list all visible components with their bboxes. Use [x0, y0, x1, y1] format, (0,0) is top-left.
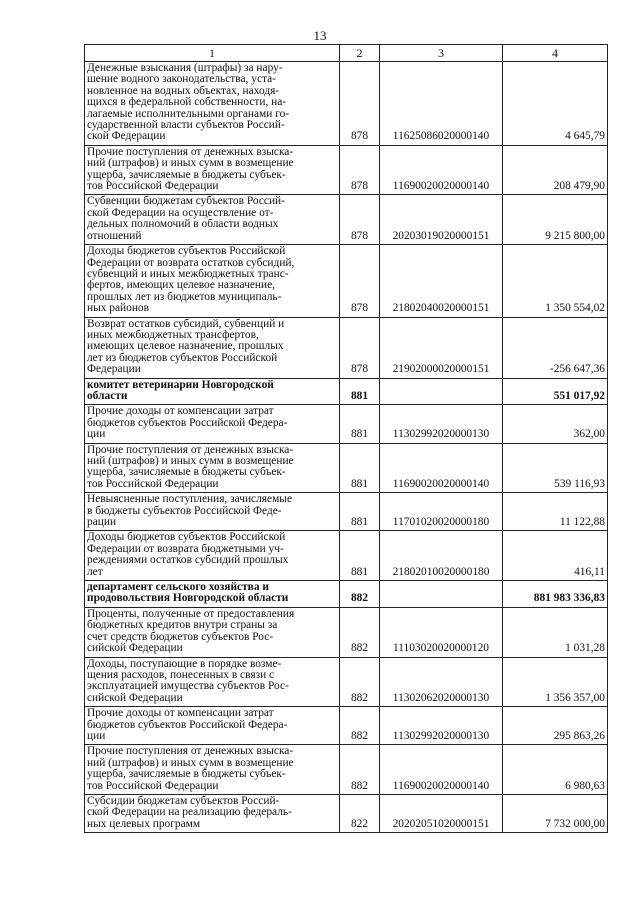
- table-row: [85, 62, 608, 146]
- amount-cell: 208 479,90: [503, 145, 608, 195]
- admin-code-cell: 878: [340, 317, 380, 378]
- table-row: [85, 405, 608, 443]
- income-name-cell: Проценты, полученные от предоставления бюджетных кредитов внутри страны за счет средств бюджетов субъектов Рос- сийской Федерации: [85, 607, 340, 657]
- amount-cell: 539 116,93: [503, 443, 608, 493]
- income-name-cell: Субсидии бюджетам субъектов Россий- ской Федерации на реализацию федераль- ных целевых программ: [85, 794, 340, 832]
- income-name-cell: Прочие доходы от компенсации затрат бюджетов субъектов Российской Федера- ции: [85, 707, 340, 745]
- table-row: [85, 493, 608, 531]
- budget-classification-code-cell: 11302992020000130: [380, 707, 503, 745]
- header-col-3: 3: [380, 45, 503, 62]
- income-name-cell: Доходы бюджетов субъектов Российской Федерации от возврата остатков субсидий, субвенций и иных межбюджетных транс- фертов, имеющих целевое назначение, прошлых лет из бюджетов муниципаль- ных районов: [85, 245, 340, 317]
- admin-code-cell: 882: [340, 581, 380, 608]
- table-row: [85, 195, 608, 245]
- amount-cell: 1 350 554,02: [503, 245, 608, 317]
- amount-cell: 881 983 336,83: [503, 581, 608, 608]
- amount-cell: 9 215 800,00: [503, 195, 608, 245]
- admin-code-cell: 878: [340, 145, 380, 195]
- page-number: 13: [313, 28, 327, 43]
- amount-cell: 11 122,88: [503, 493, 608, 531]
- admin-code-cell: 881: [340, 443, 380, 493]
- budget-classification-code-cell: 21802010020000180: [380, 531, 503, 581]
- budget-classification-code-cell: 11690020020000140: [380, 443, 503, 493]
- admin-code-cell: 881: [340, 378, 380, 405]
- table-row: [85, 607, 608, 657]
- budget-classification-code-cell: 11701020020000180: [380, 493, 503, 531]
- table-row: [85, 794, 608, 832]
- income-name-cell: департамент сельского хозяйства и продовольствия Новгородской области: [85, 581, 340, 608]
- admin-code-cell: 878: [340, 245, 380, 317]
- amount-cell: 1 031,28: [503, 607, 608, 657]
- budget-classification-code-cell: 20202051020000151: [380, 794, 503, 832]
- amount-cell: 6 980,63: [503, 745, 608, 795]
- table-row: [85, 245, 608, 317]
- budget-classification-code-cell: 11302992020000130: [380, 405, 503, 443]
- income-name-cell: Денежные взыскания (штрафы) за нару- шение водного законодательства, уста- новленное на водных объектах, находя- щихся в федеральной собственности, на- лагаемые исполнительными органами го- сударственной власти субъектов Россий- ской Федерации: [85, 62, 340, 146]
- amount-cell: 416,11: [503, 531, 608, 581]
- income-name-cell: Прочие поступления от денежных взыска- ний (штрафов) и иных сумм в возмещение ущерба, зачисляемые в бюджеты субъек- тов Российской Федерации: [85, 443, 340, 493]
- income-name-cell: Возврат остатков субсидий, субвенций и иных межбюджетных трансфертов, имеющих целевое назначение, прошлых лет из бюджетов субъектов Российской Федерации: [85, 317, 340, 378]
- table-row: [85, 443, 608, 493]
- table-row: [85, 745, 608, 795]
- budget-classification-code-cell: 11302062020000130: [380, 657, 503, 707]
- admin-code-cell: 881: [340, 493, 380, 531]
- income-name-cell: комитет ветеринарии Новгородской области: [85, 378, 340, 405]
- table-section-row: [85, 581, 608, 608]
- table-row: [85, 657, 608, 707]
- income-name-cell: Невыясненные поступления, зачисляемые в бюджеты субъектов Российской Феде- рации: [85, 493, 340, 531]
- table-section-row: [85, 378, 608, 405]
- header-col-4: 4: [503, 45, 608, 62]
- amount-cell: 362,00: [503, 405, 608, 443]
- header-col-2: 2: [340, 45, 380, 62]
- admin-code-cell: 881: [340, 405, 380, 443]
- admin-code-cell: 882: [340, 707, 380, 745]
- budget-classification-code-cell: [380, 378, 503, 405]
- amount-cell: 4 645,79: [503, 62, 608, 146]
- income-name-cell: Прочие доходы от компенсации затрат бюджетов субъектов Российской Федера- ции: [85, 405, 340, 443]
- table-row: [85, 531, 608, 581]
- admin-code-cell: 878: [340, 62, 380, 146]
- header-col-1: 1: [85, 45, 340, 62]
- income-name-cell: Доходы, поступающие в порядке возме- щения расходов, понесенных в связи с эксплуатацией имущества субъектов Рос- сийской Федерации: [85, 657, 340, 707]
- revenue-table: [84, 44, 608, 833]
- budget-classification-code-cell: 21802040020000151: [380, 245, 503, 317]
- budget-classification-code-cell: 20203019020000151: [380, 195, 503, 245]
- amount-cell: 551 017,92: [503, 378, 608, 405]
- table-row: [85, 317, 608, 378]
- income-name-cell: Прочие поступления от денежных взыска- ний (штрафов) и иных сумм в возмещение ущерба, зачисляемые в бюджеты субъек- тов Российской Федерации: [85, 745, 340, 795]
- budget-classification-code-cell: 11690020020000140: [380, 745, 503, 795]
- income-name-cell: Прочие поступления от денежных взыска- ний (штрафов) и иных сумм в возмещение ущерба, зачисляемые в бюджеты субъек- тов Российской Федерации: [85, 145, 340, 195]
- admin-code-cell: 878: [340, 195, 380, 245]
- table-row: [85, 707, 608, 745]
- table-row: [85, 145, 608, 195]
- table-header-row: [85, 45, 608, 62]
- budget-classification-code-cell: 11625086020000140: [380, 62, 503, 146]
- amount-cell: 1 356 357,00: [503, 657, 608, 707]
- admin-code-cell: 882: [340, 607, 380, 657]
- admin-code-cell: 882: [340, 657, 380, 707]
- income-name-cell: Субвенции бюджетам субъектов Россий- ской Федерации на осуществление от- дельных полномочий в области водных отношений: [85, 195, 340, 245]
- budget-classification-code-cell: 11103020020000120: [380, 607, 503, 657]
- amount-cell: 7 732 000,00: [503, 794, 608, 832]
- budget-classification-code-cell: 11690020020000140: [380, 145, 503, 195]
- amount-cell: 295 863,26: [503, 707, 608, 745]
- amount-cell: -256 647,36: [503, 317, 608, 378]
- admin-code-cell: 881: [340, 531, 380, 581]
- budget-classification-code-cell: [380, 581, 503, 608]
- admin-code-cell: 882: [340, 745, 380, 795]
- income-name-cell: Доходы бюджетов субъектов Российской Федерации от возврата бюджетными уч- реждениями остатков субсидий прошлых лет: [85, 531, 340, 581]
- budget-classification-code-cell: 21902000020000151: [380, 317, 503, 378]
- admin-code-cell: 822: [340, 794, 380, 832]
